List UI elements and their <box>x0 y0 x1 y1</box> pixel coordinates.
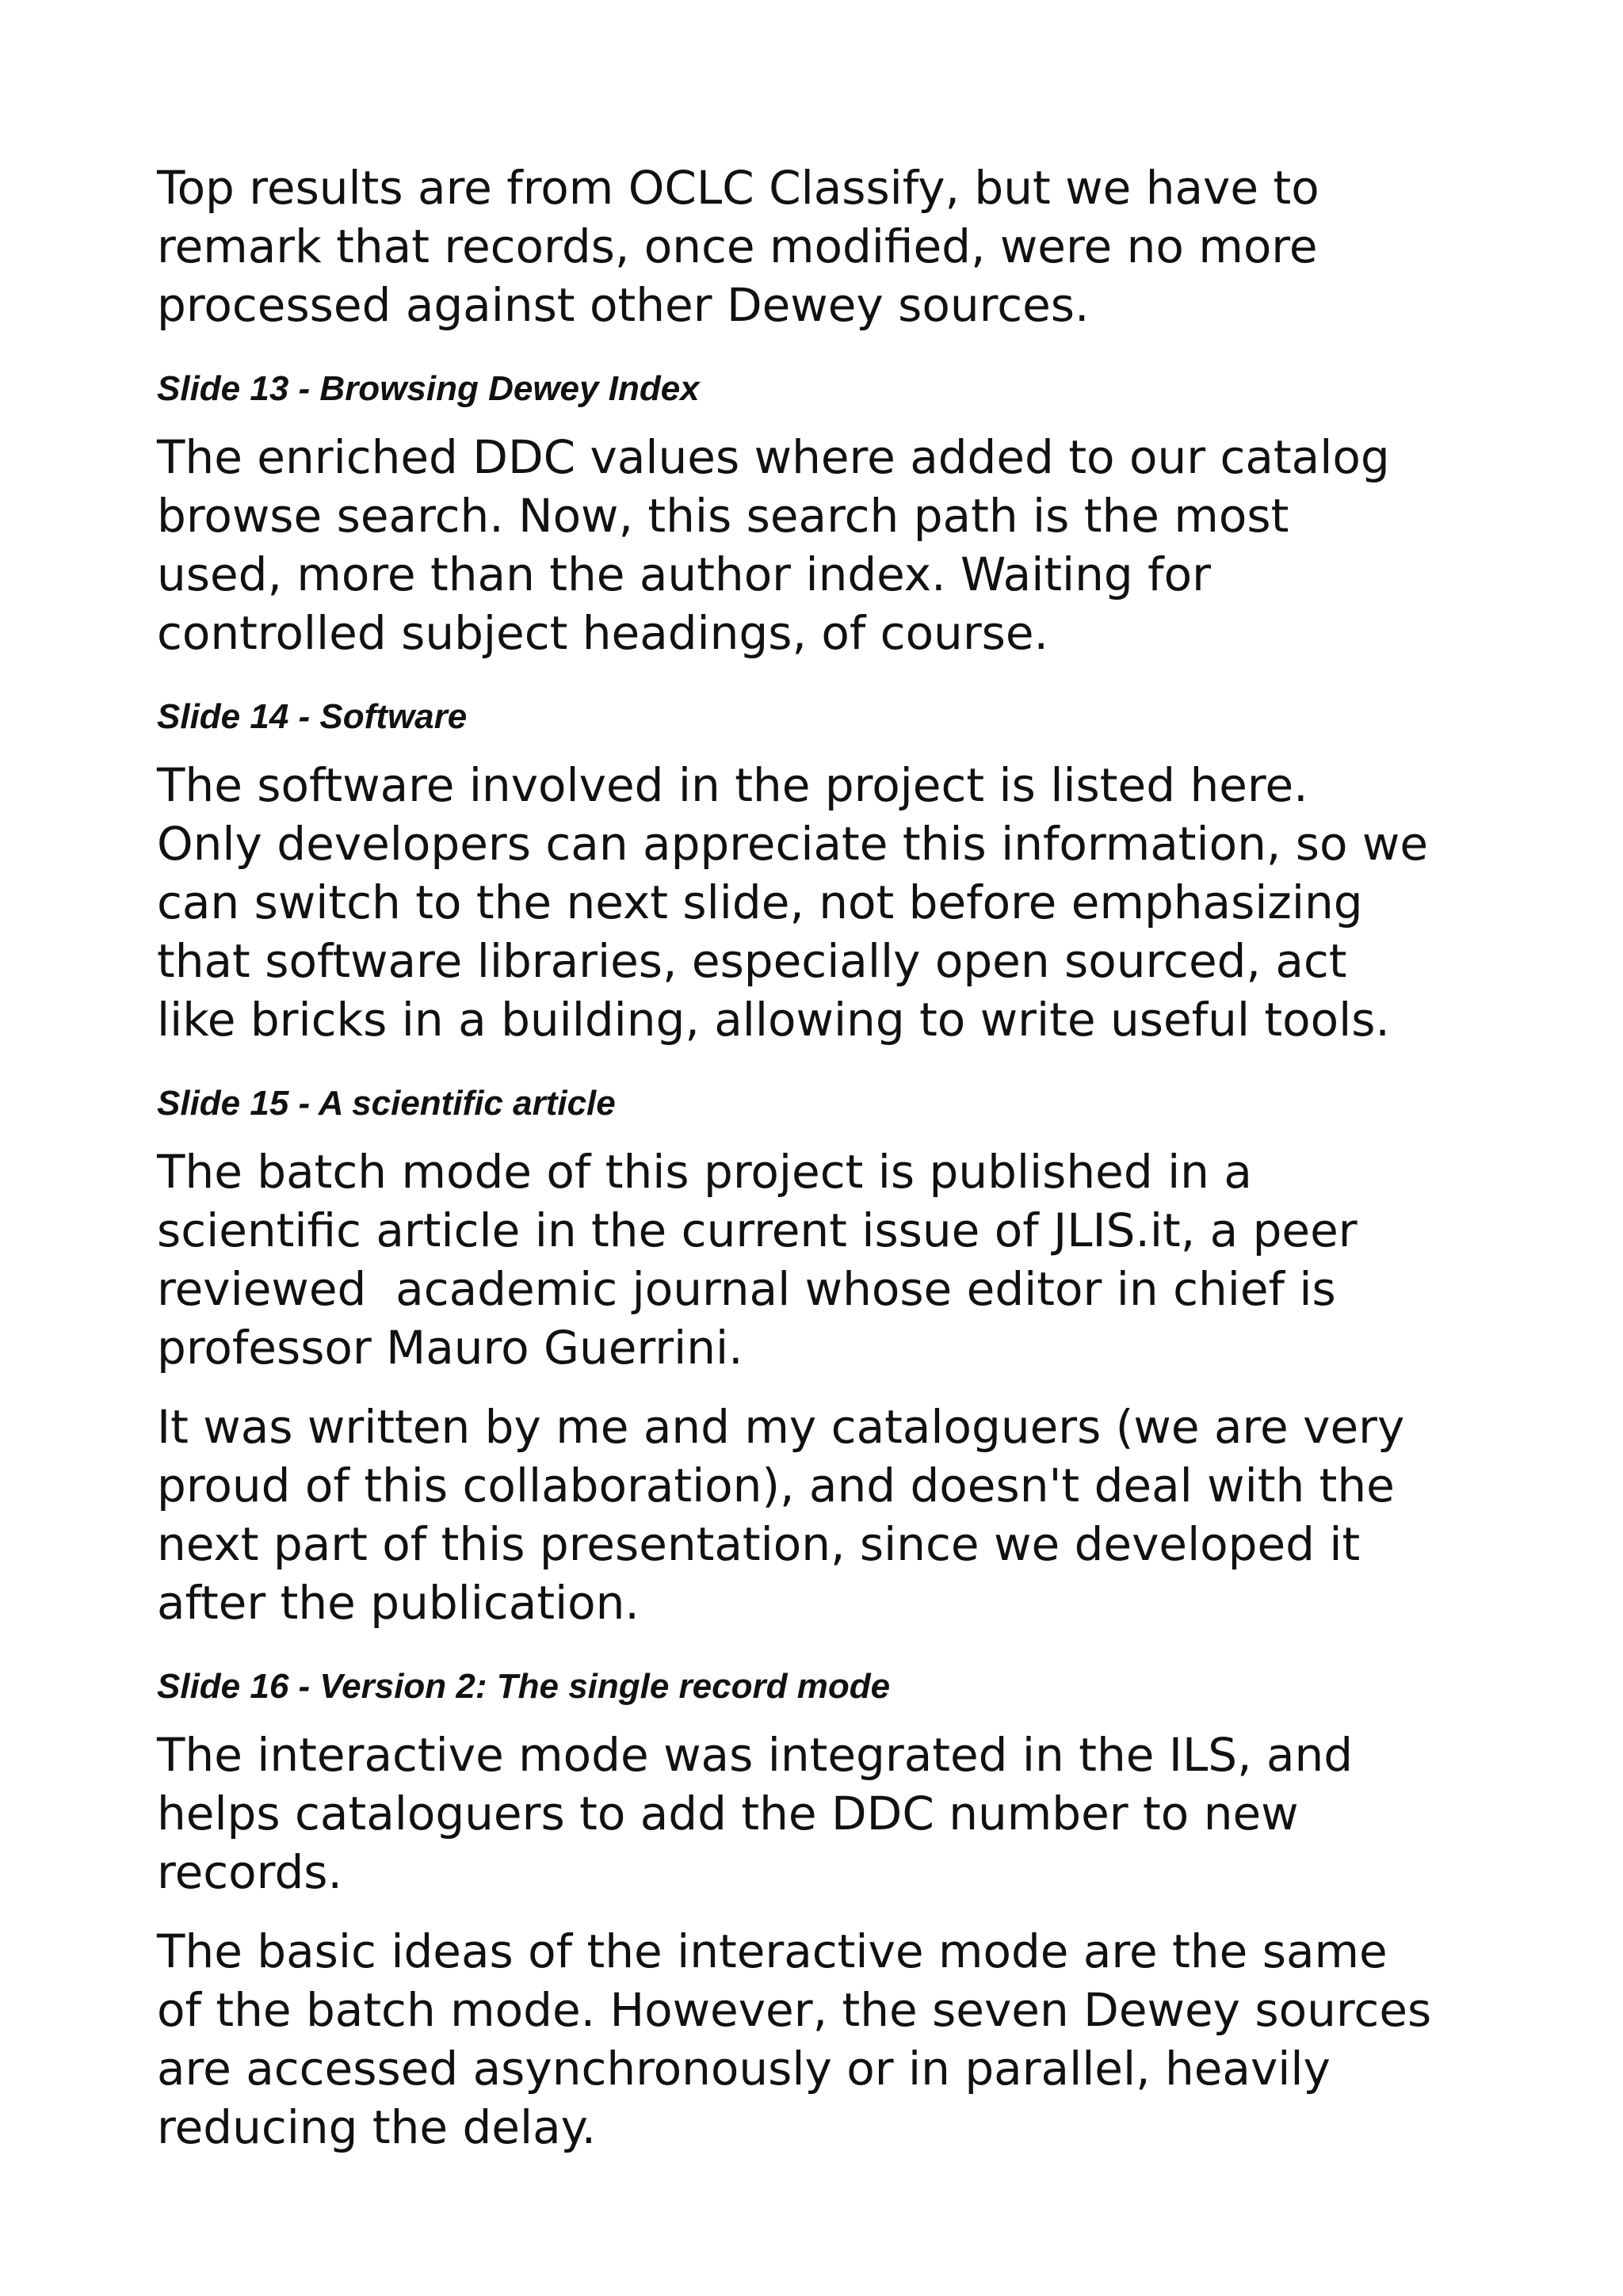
slide-14-paragraph <box>157 756 1504 1049</box>
text-line: remark that records, once modified, were no more <box>157 219 1318 273</box>
text-line: processed against other Dewey sources. <box>157 278 1090 332</box>
slide-16-paragraph-2 <box>157 1922 1504 2157</box>
text-line: browse search. Now, this search path is the most <box>157 489 1289 543</box>
text-line: used, more than the author index. Waiting for <box>157 547 1211 601</box>
slide-14-heading: Slide 14 - Software <box>157 697 468 736</box>
text-line: of the batch mode. However, the seven Dewey sources <box>157 1983 1432 2037</box>
text-line: are accessed asynchronously or in parallel, heavily <box>157 2042 1331 2096</box>
slide-15-paragraph-2 <box>157 1398 1504 1632</box>
text-line: professor Mauro Guerrini. <box>157 1321 743 1375</box>
slide-16-heading: Slide 16 - Version 2: The single record mode <box>157 1667 891 1706</box>
text-line: reviewed academic journal whose editor in chief is <box>157 1262 1336 1316</box>
text-line: next part of this presentation, since we developed it <box>157 1517 1361 1571</box>
text-line: that software libraries, especially open sourced, act <box>157 934 1347 988</box>
text-line: The batch mode of this project is published in a <box>157 1145 1252 1199</box>
text-line: scientific article in the current issue of JLIS.it, a peer <box>157 1203 1358 1257</box>
text-line: can switch to the next slide, not before emphasizing <box>157 875 1363 929</box>
slide-16-paragraph-1 <box>157 1726 1504 1901</box>
slide-13-heading: Slide 13 - Browsing Dewey Index <box>157 369 700 408</box>
text-line: records. <box>157 1845 342 1899</box>
document-page <box>157 158 1504 2177</box>
slide-15-paragraph-1 <box>157 1142 1504 1377</box>
document-body <box>157 158 1504 2157</box>
text-line: reducing the delay. <box>157 2100 597 2154</box>
text-line: proud of this collaboration), and doesn't deal with the <box>157 1459 1395 1512</box>
intro-paragraph <box>157 158 1504 334</box>
text-line: Only developers can appreciate this information, so we <box>157 817 1429 871</box>
text-line: The software involved in the project is listed here. <box>157 758 1308 812</box>
slide-15-heading: Slide 15 - A scientific article <box>157 1084 616 1123</box>
text-line: helps cataloguers to add the DDC number to new <box>157 1787 1299 1840</box>
text-line: It was written by me and my cataloguers (we are very <box>157 1400 1405 1454</box>
text-line: The enriched DDC values where added to our catalog <box>157 430 1390 484</box>
text-line: after the publication. <box>157 1576 640 1630</box>
text-line: Top results are from OCLC Classify, but we have to <box>157 161 1319 215</box>
slide-13-paragraph <box>157 428 1504 662</box>
text-line: controlled subject headings, of course. <box>157 606 1048 660</box>
text-line: The basic ideas of the interactive mode are the same <box>157 1924 1388 1978</box>
text-line: The interactive mode was integrated in the ILS, and <box>157 1728 1354 1782</box>
text-line: like bricks in a building, allowing to write useful tools. <box>157 993 1390 1047</box>
